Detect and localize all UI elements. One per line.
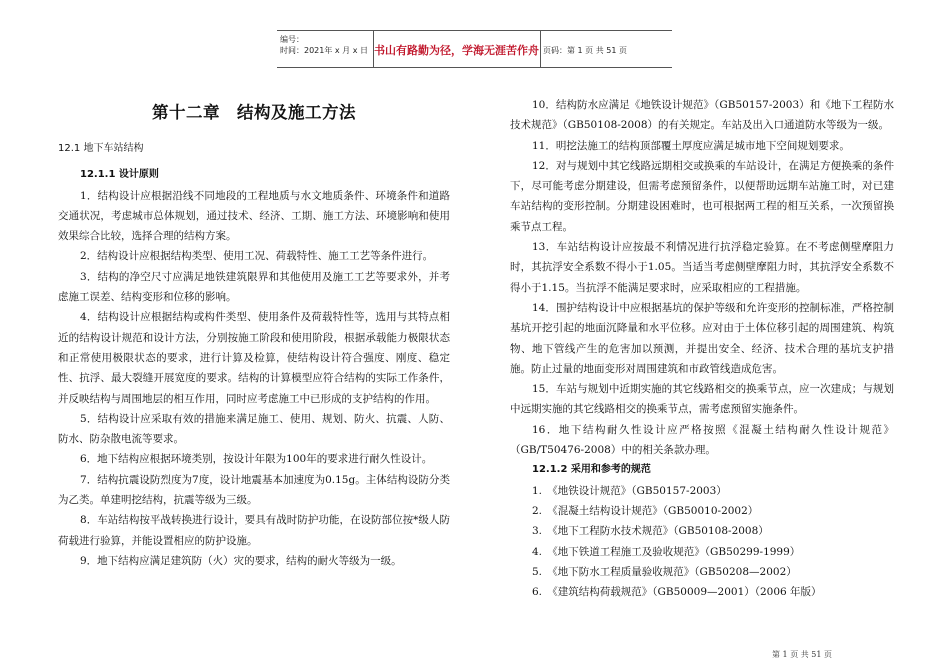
right-column [510,95,894,602]
paragraph: 4．结构设计应根据结构或构件类型、使用条件及荷载特性等，选用与其特点相近的结构设计规范和设计方法，分别按施工阶段和使用阶段，根据承载能力极限状态和正常使用极限状态的要求，进行计算及检算，使结构设计符合强度、刚度、稳定性、抗浮、最大裂缝开展宽度的要求。结构的计算模型应符合结构的实际工作条件，并反映结构与周围地层的相互作用，同时应考虑施工中已形成的支护结构的作用。 [58,311,450,405]
section-title: 12.1 地下车站结构 [58,143,144,154]
header-bottom-rule [277,67,672,68]
reference-item: 6. 《建筑结构荷载规范》（GB50009—2001）（2006 年版） [532,586,822,599]
paragraph: 15．车站与规划中近期实施的其它线路相交的换乘节点，应一次建成；与规划中远期实施的其它线路相交的换乘节点，需考虑预留实施条件。 [510,383,894,416]
reference-item: 1. 《地铁设计规范》（GB50157-2003） [532,484,727,497]
header-number-label: 编号： [280,35,304,44]
reference-item: 5. 《地下防水工程质量验收规范》（GB50208—2002） [532,565,797,578]
chapter-title: 第十二章 结构及施工方法 [152,103,356,122]
paragraph: 16．地下结构耐久性设计应严格按照《混凝土结构耐久性设计规范》（GB/T50476-2008）中的相关条款办理。 [510,423,894,457]
paragraph: 13．车站结构设计应按最不利情况进行抗浮稳定验算。在不考虑侧壁摩阻力时，其抗浮安全系数不得小于1.05。当适当考虑侧壁摩阻力时，其抗浮安全系数不得小于1.15。当抗浮不能满足要求时，应采取相应的工程措施。 [510,241,894,294]
reference-item: 4. 《地下铁道工程施工及验收规范》（GB50299-1999） [532,545,801,558]
paragraph: 6．地下结构应根据环境类别，按设计年限为100年的要求进行耐久性设计。 [80,453,433,466]
paragraph: 2．结构设计应根据结构类型、使用工况、荷载特性、施工工艺等条件进行。 [80,250,434,263]
reference-item: 3. 《地下工程防水技术规范》（GB50108-2008） [532,525,769,538]
paragraph: 12．对与规划中其它线路远期相交或换乘的车站设计，在满足方便换乘的条件下，尽可能考虑分期建设，但需考虑预留条件，以便帮助远期车站施工时，对已建车站结构的变形控制。分期建设困难时，也可根据两工程的相互关系，一次预留换乘节点工程。 [510,159,894,233]
paragraph: 1．结构设计应根据沿线不同地段的工程地质与水文地质条件、环境条件和道路交通状况，考虑城市总体规划，通过技术、经济、工期、施工方法、环境影响和使用效果综合比较，选择合理的结构方案。 [58,189,450,243]
subsection-title: 12.1.1 设计原则 [80,169,159,181]
paragraph: 8．车站结构按平战转换进行设计，要具有战时防护功能，在设防部位按*级人防荷载进行验算，并能设置相应的防护设施。 [58,514,450,547]
page-header [277,30,672,68]
reference-item: 2. 《混凝土结构设计规范》（GB50010-2002） [532,504,759,517]
paragraph: 10．结构防水应满足《地铁设计规范》（GB50157-2003）和《地下工程防水技术规范》（GB50108-2008）的有关规定。车站及出入口通道防水等级为一级。 [510,99,894,132]
paragraph: 3．结构的净空尺寸应满足地铁建筑限界和其他使用及施工工艺等要求外，并考虑施工误差、结构变形和位移的影响。 [58,270,450,304]
paragraph: 5．结构设计应采取有效的措施来满足施工、使用、规划、防火、抗震、人防、防水、防杂散电流等要求。 [58,412,450,446]
header-page-label: 页码：第 1 页 共 51 页 [543,46,627,55]
paragraph: 11．明挖法施工的结构顶部覆土厚度应满足城市地下空间规划要求。 [532,139,850,152]
header-divider [540,31,541,67]
paragraph: 14．围护结构设计中应根据基坑的保护等级和允许变形的控制标准，严格控制基坑开挖引起的地面沉降量和水平位移。应对由于土体位移引起的周围建筑、构筑物、地下管线产生的危害加以预测，并提出安全、经济、技术合理的基坑支护措施。防止过量的地面变形对周围建筑和市政管线造成危害。 [510,301,894,375]
left-column [58,95,450,571]
header-motto: 书山有路勤为径，学海无涯苦作舟 [374,44,539,57]
subsection-title: 12.1.2 采用和参考的规范 [532,464,651,476]
header-top-rule [277,30,672,31]
paragraph: 7．结构抗震设防烈度为7度，设计地震基本加速度为0.15g。主体结构设防分类为乙类。单建明挖结构，抗震等级为三级。 [58,473,450,507]
page-footer: 第 1 页 共 51 页 [772,650,832,659]
paragraph: 9．地下结构应满足建筑防（火）灾的要求，结构的耐火等级为一级。 [80,554,402,567]
header-time-label: 时间：2021年 x 月 x 日 [280,46,368,55]
